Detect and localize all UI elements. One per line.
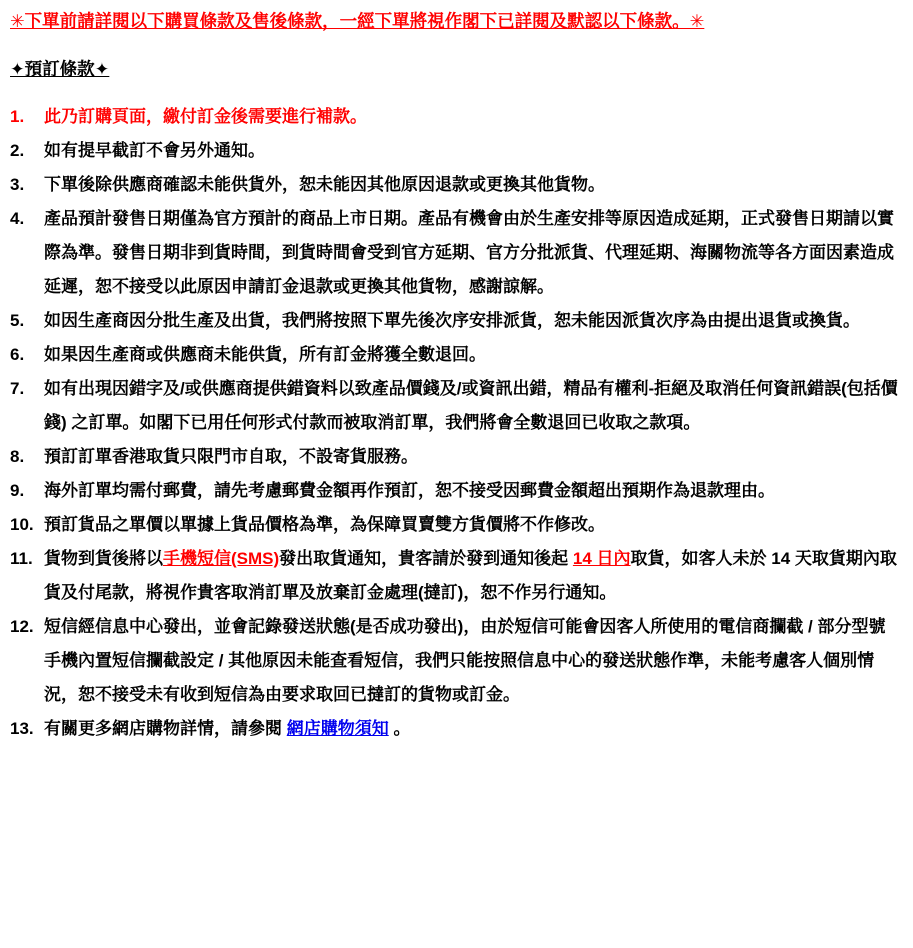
term-item <box>10 338 901 372</box>
term-body <box>44 304 901 338</box>
term-number: 9. <box>10 481 25 500</box>
term-text: 貨物到貨後將以 <box>44 549 163 568</box>
term-number: 11. <box>10 549 33 568</box>
term-number: 3. <box>10 175 25 194</box>
shop-guide-link[interactable]: 網店購物須知 <box>286 719 389 738</box>
term-text: 有關更多網店購物詳情，請參閱 <box>44 719 287 738</box>
term-body <box>44 202 901 304</box>
highlighted-text: 手機短信(SMS) <box>163 549 280 568</box>
term-body <box>44 474 901 508</box>
term-item <box>10 202 901 304</box>
term-text: 預訂訂單香港取貨只限門市自取，不設寄貨服務。 <box>44 447 418 466</box>
term-number: 4. <box>10 209 25 228</box>
term-text: 發出取貨通知，貴客請於發到通知後起 <box>279 549 573 568</box>
term-item <box>10 134 901 168</box>
term-item <box>10 304 901 338</box>
term-body <box>44 100 901 134</box>
terms-list <box>10 100 901 746</box>
term-number: 5. <box>10 311 25 330</box>
term-body <box>44 134 901 168</box>
term-number: 8. <box>10 447 25 466</box>
section-heading: ✦預訂條款✦ <box>10 59 110 79</box>
term-item <box>10 372 901 440</box>
term-number: 7. <box>10 379 25 398</box>
term-body <box>44 610 901 712</box>
term-body <box>44 508 901 542</box>
term-number: 2. <box>10 141 25 160</box>
term-body <box>44 168 901 202</box>
term-item <box>10 508 901 542</box>
term-text: 此乃訂購頁面，繳付訂金後需要進行補款。 <box>44 107 367 126</box>
term-number: 1. <box>10 107 25 126</box>
term-number: 6. <box>10 345 25 364</box>
notice-title: ✳下單前請詳閱以下購買條款及售後條款，一經下單將視作閣下已詳閱及默認以下條款。✳ <box>10 11 705 31</box>
term-text: 如因生產商因分批生產及出貨，我們將按照下單先後次序安排派貨，恕未能因派貨次序為由提出退貨或換貨。 <box>44 311 860 330</box>
term-text: 如有提早截訂不會另外通知。 <box>44 141 265 160</box>
highlighted-text: 14 日內 <box>572 549 631 568</box>
term-text: 產品預計發售日期僅為官方預計的商品上市日期。產品有機會由於生產安排等原因造成延期，正式發售日期請以實際為準。發售日期非到貨時間，到貨時間會受到官方延期、官方分批派貨、代理延期、海關物流等各方面因素造成延遲，恕不接受以此原因申請訂金退款或更換其他貨物，感謝諒解。 <box>44 209 894 296</box>
term-text: 海外訂單均需付郵費，請先考慮郵費金額再作預訂，恕不接受因郵費金額超出預期作為退款理由。 <box>44 481 775 500</box>
term-text: 。 <box>388 719 411 738</box>
term-body <box>44 542 901 610</box>
term-body <box>44 338 901 372</box>
term-item <box>10 712 901 746</box>
term-body <box>44 372 901 440</box>
term-item <box>10 168 901 202</box>
term-item <box>10 100 901 134</box>
term-body <box>44 440 901 474</box>
term-item <box>10 542 901 610</box>
term-item <box>10 474 901 508</box>
term-number: 10. <box>10 515 34 534</box>
term-body <box>44 712 901 746</box>
term-item <box>10 610 901 712</box>
term-text: 如有出現因錯字及/或供應商提供錯資料以致產品價錢及/或資訊出錯，精品有權利-拒絕及取消任何資訊錯誤(包括價錢) 之訂單。如閣下已用任何形式付款而被取消訂單，我們將會全數退回已收取之款項。 <box>44 379 898 432</box>
term-text: 下單後除供應商確認未能供貨外，恕未能因其他原因退款或更換其他貨物。 <box>44 175 605 194</box>
term-text: 預訂貨品之單價以單據上貨品價格為準，為保障買賣雙方貨價將不作修改。 <box>44 515 605 534</box>
term-number: 13. <box>10 719 34 738</box>
term-item <box>10 440 901 474</box>
term-text: 短信經信息中心發出，並會記錄發送狀態(是否成功發出)，由於短信可能會因客人所使用的電信商攔截 / 部分型號手機內置短信攔截設定 / 其他原因未能查看短信，我們只能按照信息中心的發送狀態作準，未能考慮客人個別情況，恕不接受未有收到短信為由要求取回已撻訂的貨物或訂金。 <box>44 617 886 704</box>
term-text: 如果因生產商或供應商未能供貨，所有訂金將獲全數退回。 <box>44 345 486 364</box>
term-number: 12. <box>10 617 34 636</box>
term-text: 取貨，如客人未於 14 天取貨期內取貨及付尾款，將視作貴客取消訂單及放棄訂金處理(撻訂)，恕不作另行通知。 <box>44 549 897 602</box>
